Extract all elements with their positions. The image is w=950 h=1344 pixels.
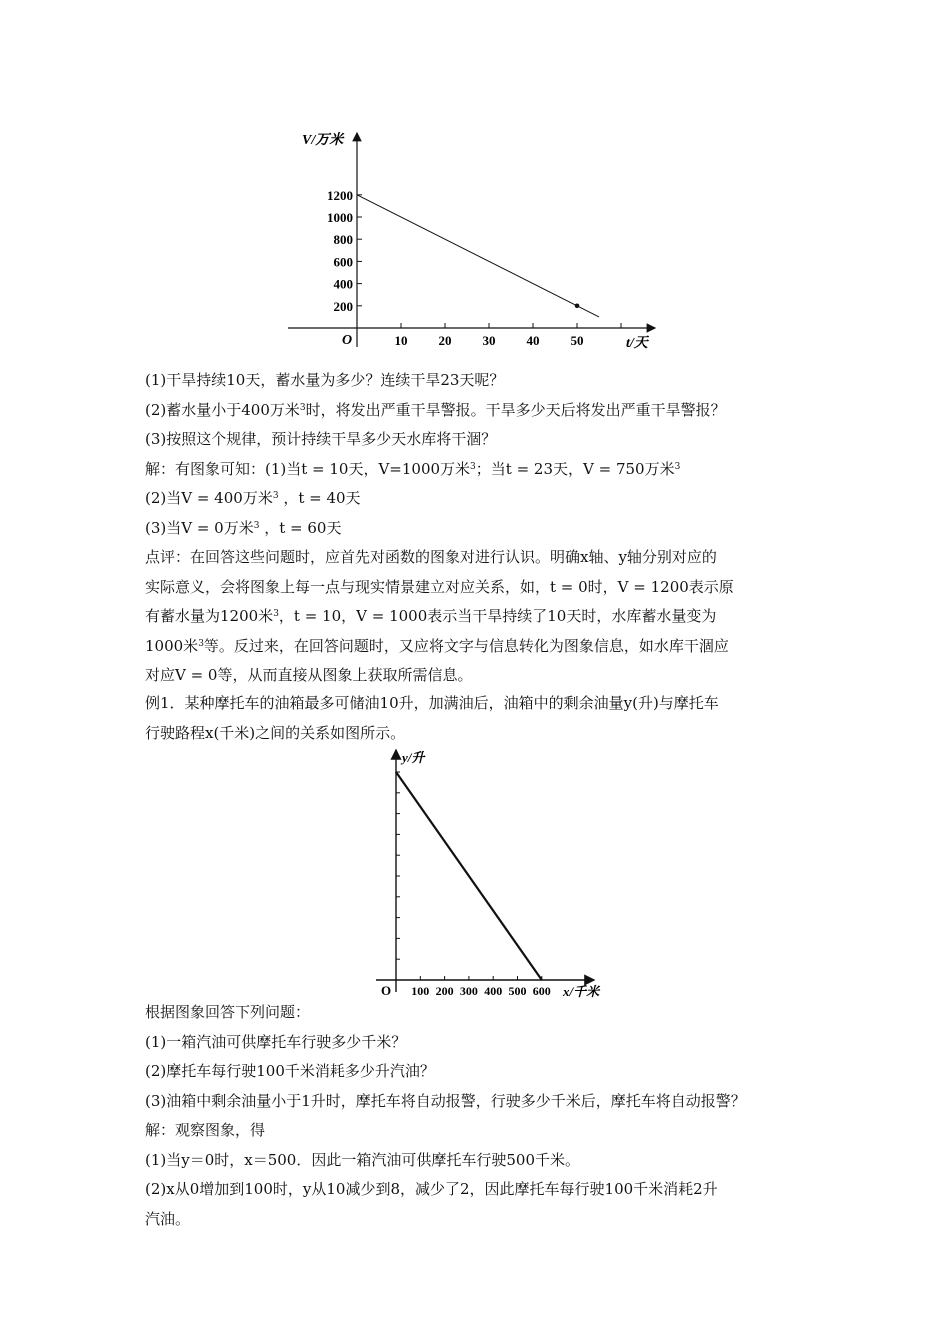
origin-label: O [342,333,353,348]
answer-3: (3)当V = 0万米$^3$ ，t = 60天 [145,518,342,537]
x-tick-label: 400 [484,984,503,998]
y-tick-label: 800 [333,232,353,248]
comment-line-3: 有蓄水量为1200米$^3$，t = 10，V = 1000表示当干旱持续了10天时，水库蓄水量变为 [145,607,717,625]
comment-line-5: 对应V = 0等，从而直接从图象上获取所需信息。 [145,666,473,684]
question-1: (1)一箱汽油可供摩托车行驶多少千米？ [145,1032,407,1051]
y-tick-label: 1000 [327,210,353,225]
fuel-questions-block [145,998,825,1234]
question-3: (3)油箱中剩余油量小于1升时，摩托车将自动报警，行驶多少千米后，摩托车将自动报警？ [145,1091,746,1110]
x-tick-label: 100 [411,984,430,998]
solution-intro: 解：观察图象，得 [145,1121,266,1139]
question-1: (1)干旱持续10天，蓄水量为多少？连续干旱23天呢？ [145,371,505,389]
fuel-remaining-chart [360,742,610,1000]
answer-1: 解：有图象可知：(1)当t = 10天，V=1000万米$^3$；当t = 23天，V = 750万米$^3$ [145,459,681,478]
x-tick-label: 20 [438,333,452,348]
x-tick-label: 50 [570,333,584,348]
x-axis-label: t/天 [626,336,648,351]
answer-2-line-1: (2)x从0增加到100时，y从10减少到8，减少了2，因此摩托车每行驶100千米消耗2升 [145,1180,718,1198]
x-tick-label: 200 [435,984,454,998]
x-tick-label: 500 [508,984,527,998]
x-tick-label: 600 [532,984,551,998]
y-tick-label: 1200 [327,187,353,203]
y-axis-label: y/升 [402,750,425,765]
y-tick-label: 600 [333,254,353,270]
x-tick-label: 300 [459,984,478,998]
example-line-2: 行驶路程x(千米)之间的关系如图所示。 [145,723,406,742]
question-2: (2)蓄水量小于400万米$^3$时，将发出严重干旱警报。干旱多少天后将发出严重干旱警报？ [145,400,726,419]
question-2: (2)摩托车每行驶100千米消耗多少升汽油？ [145,1062,435,1080]
answer-2-line-2: 汽油。 [145,1209,191,1228]
origin-label: O [381,983,392,998]
reservoir-volume-chart [280,125,670,355]
reservoir-questions-block [145,366,825,691]
y-tick-label: 400 [333,276,353,292]
comment-line-1: 点评：在回答这些问题时，应首先对函数的图象对进行认识。明确x轴、y轴分别对应的 [145,548,717,566]
example-intro-block [145,689,825,748]
comment-line-2: 实际意义，会将图象上每一点与现实情景建立对应关系，如，t = 0时，V = 1200表示原 [145,577,734,596]
x-tick-label: 10 [394,333,408,348]
lead-text: 根据图象回答下列问题： [145,1003,311,1021]
x-tick-label: 30 [482,333,496,348]
series-line [357,195,599,317]
example-line-1: 例1．某种摩托车的油箱最多可储油10升，加满油后，油箱中的剩余油量y(升)与摩托车 [145,694,719,712]
answer-1: (1)当y＝0时，x＝500．因此一箱汽油可供摩托车行驶500千米。 [145,1150,580,1169]
y-axis-label: V/万米 [302,133,344,148]
question-3: (3)按照这个规律，预计持续干旱多少天水库将干涸？ [145,430,497,448]
x-tick-label: 40 [526,333,540,348]
comment-line-4: 1000米$^3$等。反过来，在回答问题时，又应将文字与信息转化为图象信息，如水库干涸应 [145,636,729,655]
answer-2: (2)当V = 400万米$^3$ ，t = 40天 [145,489,361,507]
series-line [396,772,542,980]
y-tick-label: 200 [333,298,353,314]
x-axis-label: x/千米 [563,984,600,999]
marked-point [575,304,580,309]
